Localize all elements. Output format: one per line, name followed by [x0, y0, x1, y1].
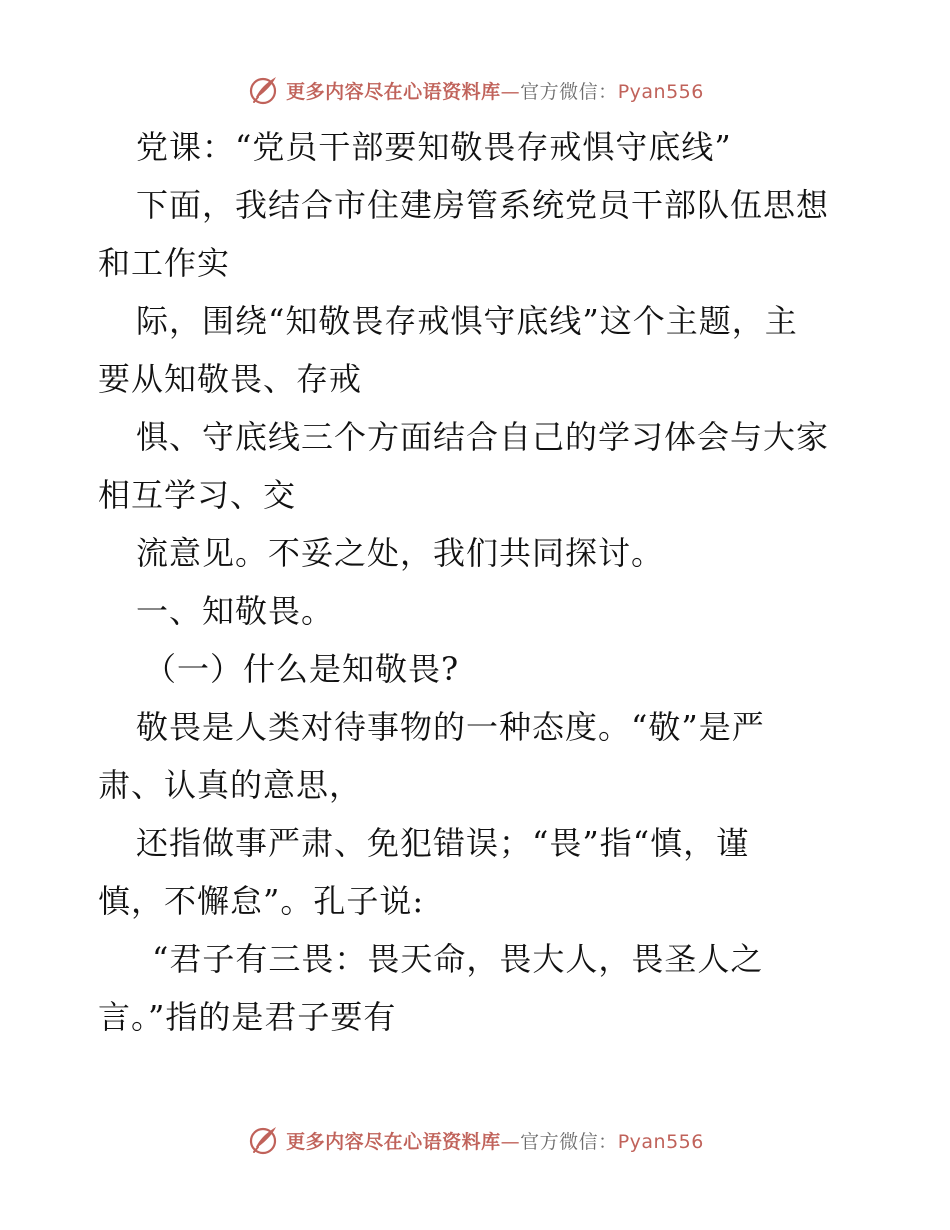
doc-line: “君子有三畏：畏天命，畏大人，畏圣人之 — [152, 940, 764, 978]
doc-line: 敬畏是人类对待事物的一种态度。“敬”是严 — [136, 708, 765, 746]
doc-line: 际，围绕“知敬畏存戒惧守底线”这个主题，主 — [136, 302, 798, 340]
doc-line: 肃、认真的意思， — [98, 766, 363, 804]
doc-line: 惧、守底线三个方面结合自己的学习体会与大家 — [136, 418, 830, 456]
doc-line: 流意见。不妥之处，我们共同探讨。 — [136, 534, 665, 572]
section-heading: 一、知敬畏。 — [136, 592, 335, 630]
doc-line: 言。”指的是君子要有 — [98, 998, 397, 1036]
footer-banner — [0, 1120, 950, 1160]
document-body — [98, 118, 858, 1046]
footer-dash: — — [500, 1130, 521, 1153]
doc-line: 还指做事严肃、免犯错误；“畏”指“慎，谨 — [136, 824, 750, 862]
footer-wechat-id: Pyan556 — [617, 1130, 704, 1153]
doc-line: 和工作实 — [98, 244, 231, 282]
doc-title: 党课：“党员干部要知敬畏存戒惧守底线” — [136, 128, 732, 166]
header-brand: 更多内容尽在心语资料库 — [286, 80, 501, 103]
subsection-heading: （一）什么是知敬畏? — [144, 650, 460, 688]
header-dash: — — [500, 80, 521, 103]
doc-line: 要从知敬畏、存戒 — [98, 360, 363, 398]
quill-logo-icon — [246, 1123, 280, 1157]
doc-line: 慎，不懈怠”。孔子说: — [98, 882, 425, 920]
header-wechat-id: Pyan556 — [617, 80, 704, 103]
header-wechat-label: 官方微信： — [520, 80, 618, 103]
header-banner — [0, 70, 950, 110]
quill-logo-icon — [246, 73, 280, 107]
header-banner-text — [286, 77, 704, 104]
footer-banner-text — [286, 1127, 704, 1154]
footer-wechat-label: 官方微信： — [520, 1130, 618, 1153]
footer-brand: 更多内容尽在心语资料库 — [286, 1130, 501, 1153]
doc-line: 下面，我结合市住建房管系统党员干部队伍思想 — [136, 186, 830, 224]
doc-line: 相互学习、交 — [98, 476, 297, 514]
